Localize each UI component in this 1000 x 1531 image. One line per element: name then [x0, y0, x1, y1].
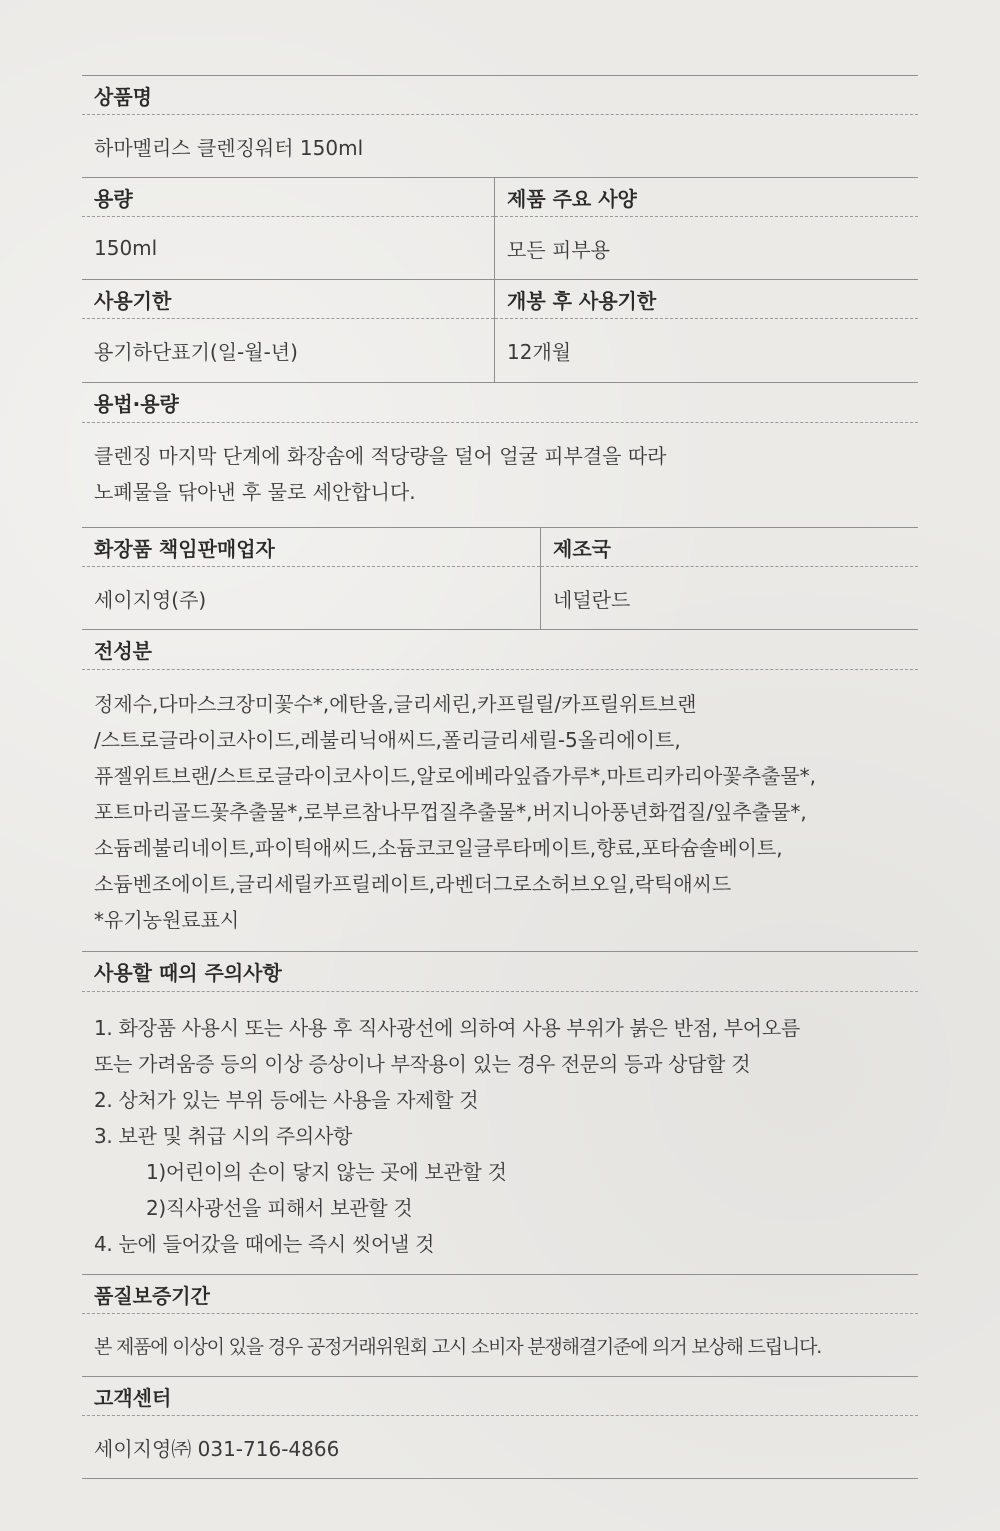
- ingredients-line: /스트로글라이코사이드,레불리닉애씨드,폴리글리세릴-5올리에이트,: [94, 728, 681, 752]
- after-open-value: 12개월: [507, 340, 572, 364]
- spec-label: 제품 주요 사양: [507, 186, 637, 211]
- expiry-label: 사용기한: [94, 288, 172, 313]
- ingredients-line: 소듐레불리네이트,파이틱애씨드,소듐코코일글루타메이트,향료,포타슘솔베이트,: [94, 836, 783, 860]
- usage-label: 용법·용량: [94, 392, 179, 416]
- usage-line: 클렌징 마지막 단계에 화장솜에 적당량을 덜어 얼굴 피부결을 따라: [94, 444, 667, 468]
- customer-center-value: 세이지영㈜ 031-716-4866: [94, 1436, 340, 1461]
- product-info-sheet: [82, 75, 918, 1479]
- volume-label: 용량: [94, 186, 133, 211]
- expiry-value: 용기하단표기(일-월-년): [94, 340, 298, 364]
- caution-subline: 2)직사광선을 피해서 보관할 것: [146, 1196, 413, 1220]
- usage-text: [82, 423, 918, 527]
- after-open-label: 개봉 후 사용기한: [507, 288, 657, 313]
- usage-line: 노폐물을 닦아낸 후 물로 세안합니다.: [94, 480, 416, 504]
- ingredients-line: 포트마리골드꽃추출물*,로부르참나무껍질추출물*,버지니아풍년화껍질/잎추출물*,: [94, 800, 807, 824]
- ingredients-text: [82, 670, 918, 951]
- cautions-text: [82, 992, 918, 1274]
- product-name-value: 하마멜리스 클렌징워터 150ml: [94, 135, 364, 160]
- divider: [82, 1478, 918, 1479]
- caution-line: 2. 상처가 있는 부위 등에는 사용을 자제할 것: [94, 1088, 479, 1112]
- seller-label: 화장품 책임판매업자: [94, 536, 275, 561]
- ingredients-line: 정제수,다마스크장미꽃수*,에탄올,글리세린,카프릴릴/카프릴위트브랜: [94, 692, 697, 716]
- caution-subline: 1)어린이의 손이 닿지 않는 곳에 보관할 것: [146, 1160, 507, 1184]
- volume-spec-row: [82, 178, 918, 279]
- seller-country-row: [82, 528, 918, 629]
- warranty-value: 본 제품에 이상이 있을 경우 공정거래위원회 고시 소비자 분쟁해결기준에 의거 보상해 드립니다.: [94, 1335, 822, 1358]
- ingredients-note: *유기농원료표시: [94, 908, 240, 932]
- warranty-label: 품질보증기간: [94, 1283, 210, 1308]
- ingredients-line: 소듐벤조에이트,글리세릴카프릴레이트,라벤더그로소허브오일,락틱애씨드: [94, 872, 732, 896]
- caution-line: 1. 화장품 사용시 또는 사용 후 직사광선에 의하여 사용 부위가 붉은 반점, 부어오름: [94, 1016, 800, 1040]
- expiry-row: [82, 280, 918, 382]
- ingredients-label: 전성분: [94, 639, 152, 663]
- country-value: 네덜란드: [553, 587, 631, 612]
- product-name-label: 상품명: [94, 84, 152, 109]
- ingredients-line: 퓨젤위트브랜/스트로글라이코사이드,알로에베라잎즙가루*,마트리카리아꽃추출물*,: [94, 764, 817, 788]
- country-label: 제조국: [553, 536, 611, 561]
- volume-value: 150ml: [94, 236, 158, 260]
- caution-line: 4. 눈에 들어갔을 때에는 즉시 씻어낼 것: [94, 1232, 435, 1256]
- customer-center-label: 고객센터: [94, 1385, 172, 1410]
- caution-line: 또는 가려움증 등의 이상 증상이나 부작용이 있는 경우 전문의 등과 상담할 것: [94, 1052, 751, 1076]
- cautions-label: 사용할 때의 주의사항: [94, 961, 282, 985]
- seller-value: 세이지영(주): [94, 587, 207, 612]
- spec-value: 모든 피부용: [507, 237, 610, 262]
- caution-line: 3. 보관 및 취급 시의 주의사항: [94, 1124, 352, 1148]
